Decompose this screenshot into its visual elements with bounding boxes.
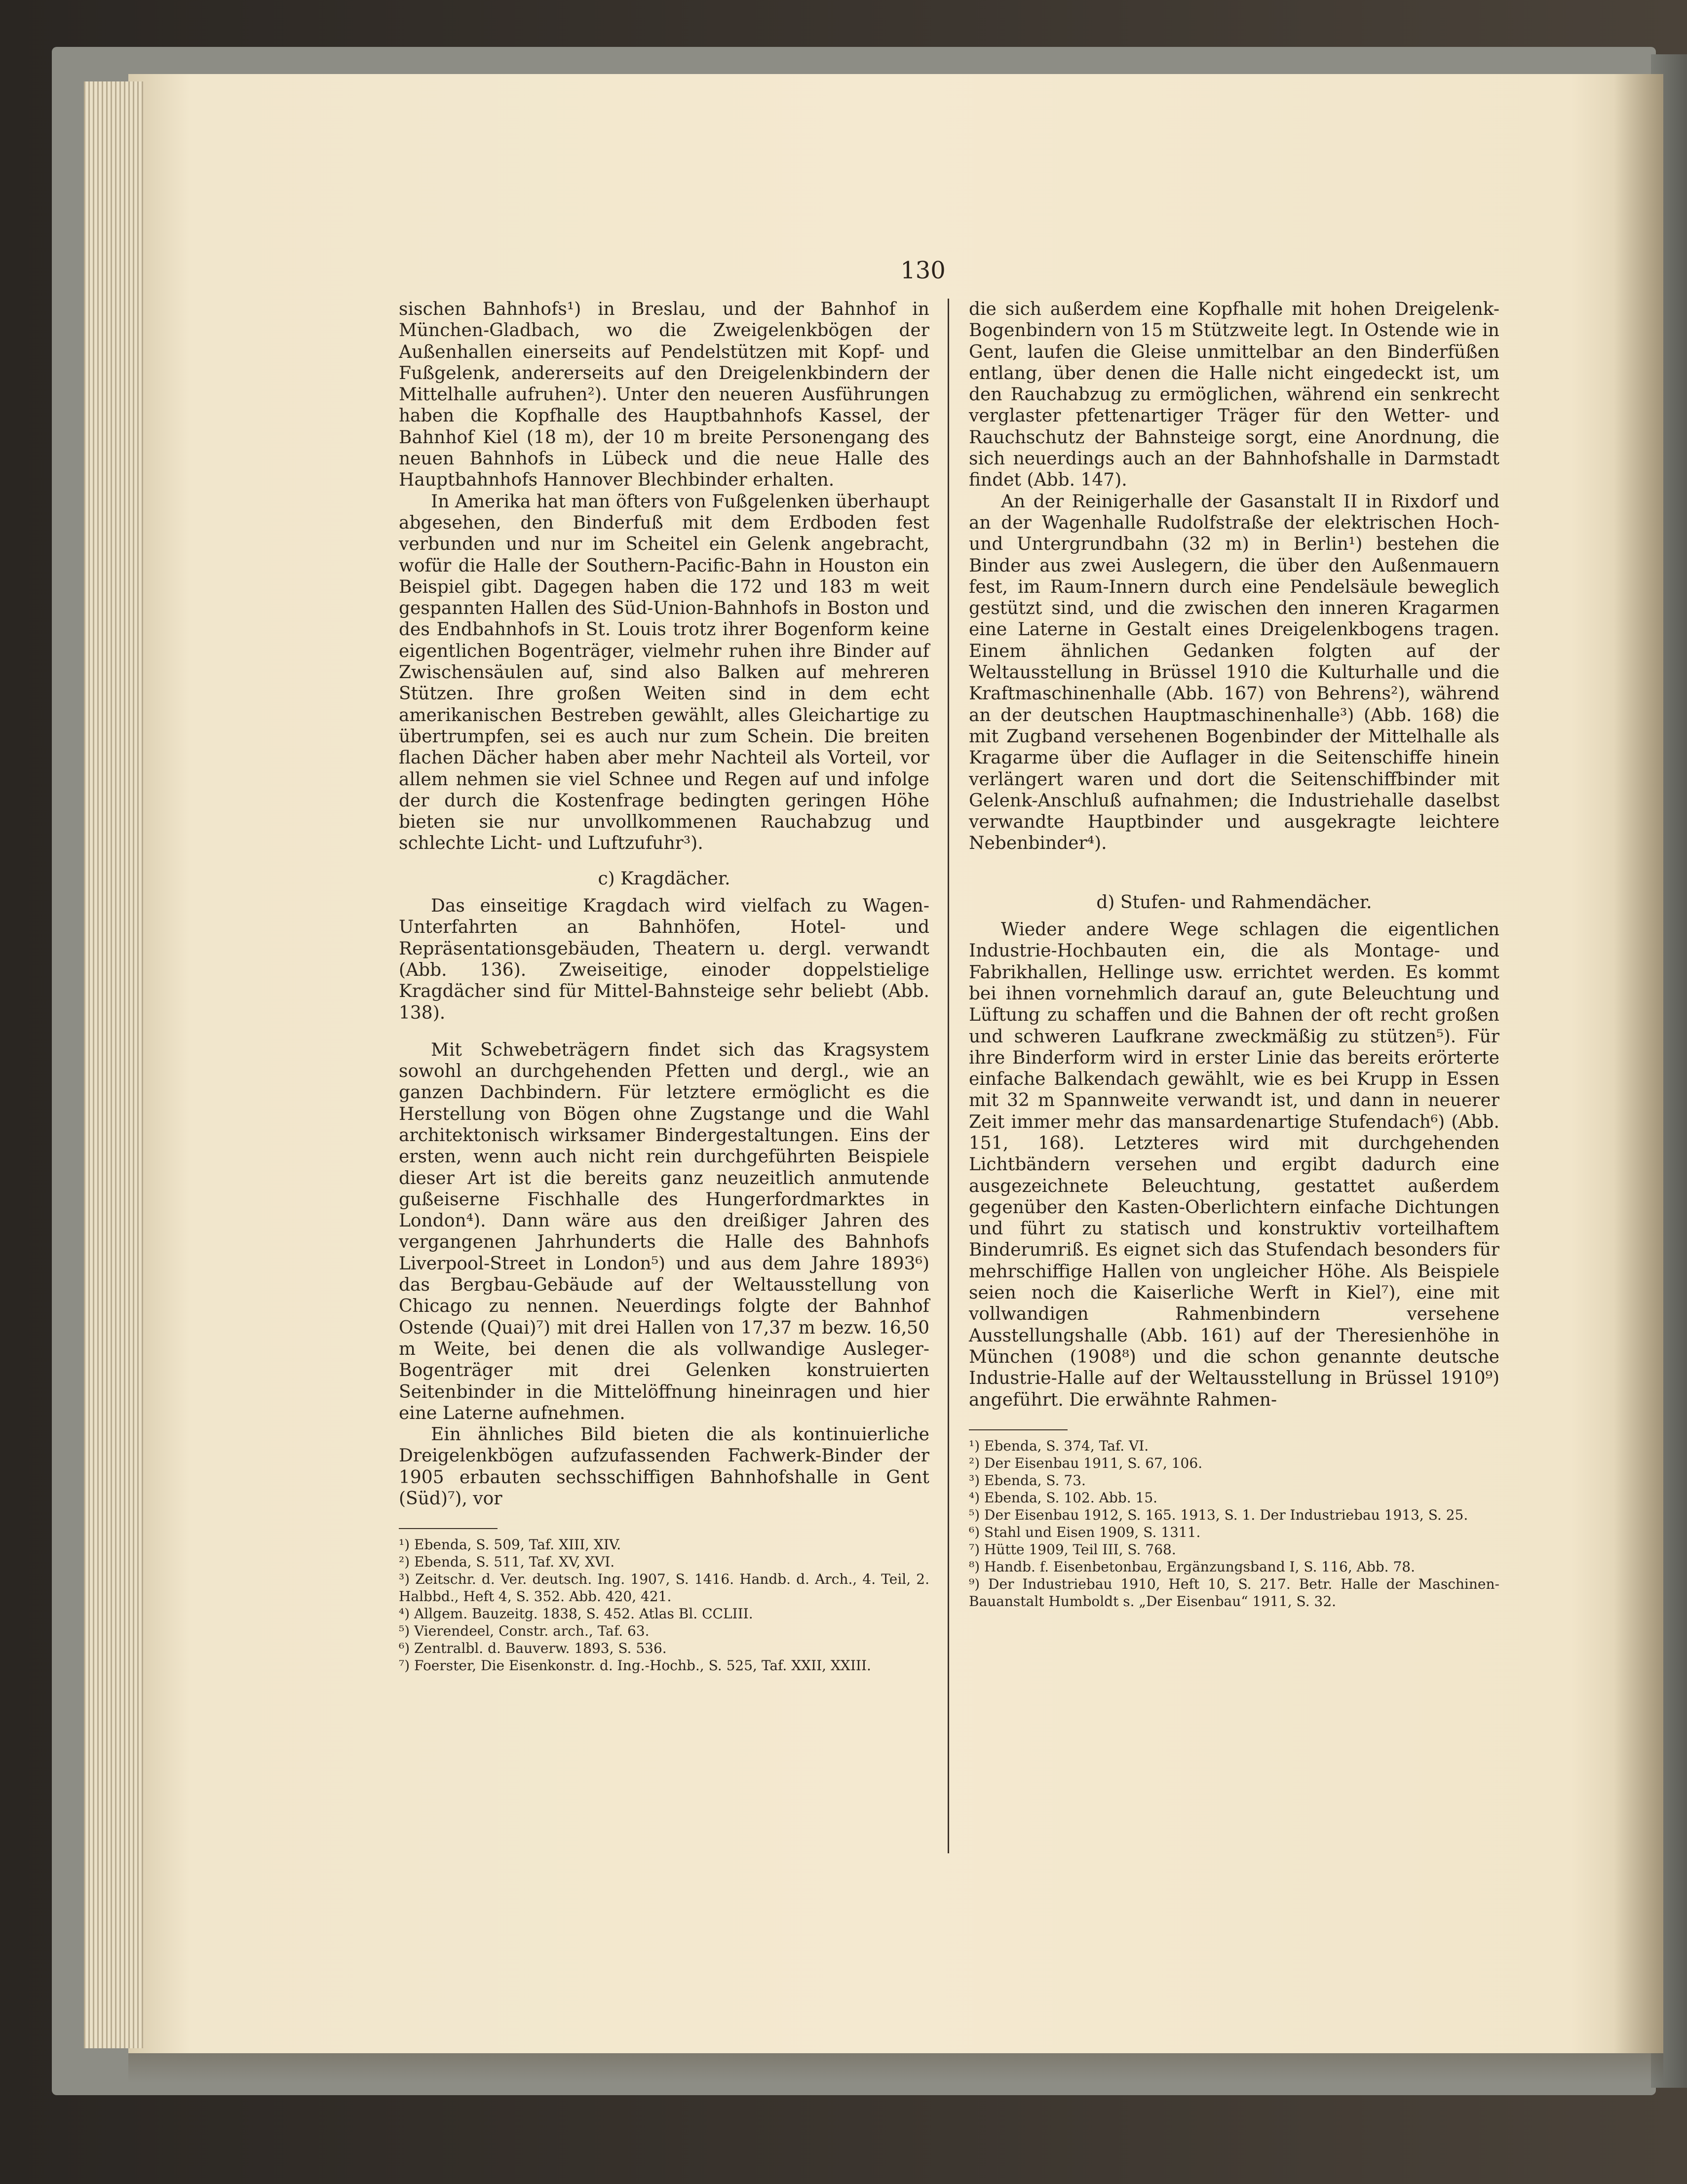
footnote: ⁵) Der Eisenbau 1912, S. 165. 1913, S. 1. Der Industriebau 1913, S. 25.	[969, 1506, 1468, 1523]
gutter-shadow	[1614, 74, 1663, 2053]
footnote-rule	[969, 1429, 1068, 1430]
footnote: ⁷) Foerster, Die Eisenkonstr. d. Ing.-Hochb., S. 525, Taf. XXII, XXIII.	[399, 1657, 871, 1674]
paragraph: Das einseitige Kragdach wird vielfach zu Wagen-Unterfahrten an Bahnhöfen, Hotel- und Repräsentationsgebäuden, Theatern u. dergl. verwandt (Abb. 136). Zweiseitige, einoder doppelstielige Kragdächer sind für Mittel-Bahnsteige sehr beliebt (Abb. 138).	[399, 896, 929, 1023]
paragraph: An der Reinigerhalle der Gasanstalt II in Rixdorf und an der Wagenhalle Rudolfstraße der elektrischen Hoch- und Untergrundbahn (32 m) in Berlin¹) bestehen die Binder aus zwei Auslegern, die über den Außenmauern fest, im Raum-Innern durch eine Pendelsäule beweglich gestützt sind, und die zwischen den inneren Kragarmen eine Laterne in Gestalt eines Dreigelenkbogens tragen. Einem ähnlichen Gedanken folgten auf der Weltausstellung in Brüssel 1910 die Kulturhalle und die Kraftmaschinenhalle (Abb. 167) von Behrens²), während an der deutschen Hauptmaschinenhalle³) (Abb. 168) die mit Zugband versehenen Bogenbinder der Mittelhalle als Kragarme über die Auflager in die Seitenschiffe hinein verlängert waren und dort die Seitenschiffbinder mit Gelenk-Anschluß aufnahmen; die Industriehalle daselbst verwandte Hauptbinder und ausgekragte leichtere Nebenbinder⁴).	[969, 491, 1499, 854]
footnote: ¹) Ebenda, S. 509, Taf. XIII, XIV.	[399, 1536, 621, 1553]
page-bottom-shadow	[128, 2053, 1663, 2083]
footnote: ²) Ebenda, S. 511, Taf. XV, XVI.	[399, 1554, 615, 1571]
paragraph: die sich außerdem eine Kopfhalle mit hohen Dreigelenk-Bogenbindern von 15 m Stützweite legt. In Ostende wie in Gent, laufen die Gleise unmittelbar an den Binderfüßen entlang, über denen die Halle nicht eingedeckt ist, um den Rauchabzug zu ermöglichen, während ein senkrecht verglaster pfettenartiger Träger für den Wetter- und Rauchschutz der Bahnsteige sorgt, eine Anordnung, die sich neuerdings auch an der Bahnhofshalle in Darmstadt findet (Abb. 147).	[969, 299, 1499, 491]
footnote: ⁸) Handb. f. Eisenbetonbau, Ergänzungsband I, S. 116, Abb. 78.	[969, 1558, 1416, 1575]
left-column	[399, 299, 929, 1674]
footnote: ⁴) Allgem. Bauzeitg. 1838, S. 452. Atlas Bl. CCLIII.	[399, 1606, 753, 1622]
page-edges	[84, 81, 143, 2048]
paragraph: Ein ähnliches Bild bieten die als kontinuierliche Dreigelenkbögen aufzufassenden Fachwerk-Binder der 1905 erbauten sechsschiffigen Bahnhofshalle in Gent (Süd)⁷), vor	[399, 1424, 929, 1509]
footnote: ⁴) Ebenda, S. 102. Abb. 15.	[969, 1489, 1158, 1506]
spacer	[399, 1024, 929, 1039]
footnote: ³) Ebenda, S. 73.	[969, 1472, 1086, 1489]
spacer	[969, 854, 1499, 878]
right-column	[969, 299, 1499, 1610]
paragraph: Wieder andere Wege schlagen die eigentlichen Industrie-Hochbauten ein, die als Montage- und Fabrikhallen, Hellinge usw. errichtet werden. Es kommt bei ihnen vornehmlich darauf an, gute Beleuchtung und Lüftung zu schaffen und die Bahnen der oft recht großen und schweren Laufkrane zweckmäßig zu stützen⁵). Für ihre Binderform wird in erster Linie das bereits erörterte einfache Balkendach gewählt, wie es bei Krupp in Essen mit 32 m Spannweite verwandt ist, und dann in neuerer Zeit immer mehr das mansardenartige Stufendach⁶) (Abb. 151, 168). Letzteres wird mit durchgehenden Lichtbändern versehen und ergibt dadurch eine ausgezeichnete Beleuchtung, gestattet außerdem gegenüber den Kasten-Oberlichtern einfache Dichtungen und führt zu statisch und konstruktiv vorteilhaftem Binderumriß. Es eignet sich das Stufendach besonders für mehrschiffige Hallen von ungleicher Höhe. Als Beispiele seien noch die Kaiserliche Werft in Kiel⁷), eine mit vollwandigen Rahmenbindern versehene Ausstellungshalle (Abb. 161) auf der Theresienhöhe in München (1908⁸) und die schon genannte deutsche Industrie-Halle auf der Weltausstellung in Brüssel 1910⁹) angeführt. Die erwähnte Rahmen-	[969, 920, 1499, 1410]
footnote: ³) Zeitschr. d. Ver. deutsch. Ing. 1907, S. 1416. Handb. d. Arch., 4. Teil, 2. Halbbd., Heft 4, S. 352. Abb. 420, 421.	[399, 1571, 929, 1605]
paragraph: sischen Bahnhofs¹) in Breslau, und der Bahnhof in München-Gladbach, wo die Zweigelenkbögen der Außenhallen einerseits auf Pendelstützen mit Kopf- und Fußgelenk, andererseits auf den Dreigelenkbindern der Mittelhalle aufruhen²). Unter den neueren Ausführungen haben die Kopfhalle des Hauptbahnhofs Kassel, der Bahnhof Kiel (18 m), der 10 m breite Personengang des neuen Bahnhofs in Lübeck und die neue Halle des Hauptbahnhofs Hannover Blechbinder erhalten.	[399, 299, 929, 491]
footnote: ⁶) Stahl und Eisen 1909, S. 1311.	[969, 1524, 1201, 1540]
section-heading-d: d) Stufen- und Rahmendächer.	[1096, 892, 1372, 913]
section-heading-c: c) Kragdächer.	[598, 868, 730, 889]
footnote: ⁷) Hütte 1909, Teil III, S. 768.	[969, 1541, 1176, 1558]
footnote: ²) Der Eisenbau 1911, S. 67, 106.	[969, 1455, 1203, 1471]
footnote-rule	[399, 1528, 498, 1529]
paragraph: In Amerika hat man öfters von Fußgelenken überhaupt abgesehen, den Binderfuß mit dem Erdboden fest verbunden und nur im Scheitel ein Gelenk angebracht, wofür die Halle der Southern-Pacific-Bahn in Houston ein Beispiel gibt. Dagegen haben die 172 und 183 m weit gespannten Hallen des Süd-Union-Bahnhofs in Boston und des Endbahnhofs in St. Louis trotz ihrer Bogenform keine eigentlichen Bogenträger, vielmehr ruhen ihre Binder auf Zwischensäulen auf, sind also Balken auf mehreren Stützen. Ihre großen Weiten sind in dem echt amerikanischen Bestreben gewählt, alles Gleichartige zu übertrumpfen, sei es auch nur zum Schein. Die breiten flachen Dächer haben aber mehr Nachteil als Vorteil, vor allem nehmen sie viel Schnee und Regen auf und infolge der durch die Kostenfrage bedingten geringen Höhe bieten sie nur unvollkommenen Rauchabzug und schlechte Licht- und Luftzufuhr³).	[399, 491, 929, 854]
column-divider	[948, 299, 949, 1853]
paragraph: Mit Schwebeträgern findet sich das Kragsystem sowohl an durchgehenden Pfetten und dergl., wie an ganzen Dachbindern. Für letztere ermöglicht es die Herstellung von Bögen ohne Zugstange und die Wahl architektonisch wirksamer Bindergestaltungen. Eins der ersten, wenn auch nicht rein durchgeführten Beispiele dieser Art ist die bereits ganz neuzeitlich anmutende gußeiserne Fischhalle des Hungerfordmarktes in London⁴). Dann wäre aus den dreißiger Jahren des vergangenen Jahrhunderts die Halle des Bahnhofs Liverpool-Street in London⁵) und aus dem Jahre 1893⁶) das Bergbau-Gebäude auf der Weltausstellung von Chicago zu nennen. Neuerdings folgte der Bahnhof Ostende (Quai)⁷) mit drei Hallen von 17,37 m bezw. 16,50 m Weite, bei denen die als vollwandige Ausleger-Bogenträger mit drei Gelenken konstruierten Seitenbinder in die Mittelöffnung hineinragen und hier eine Laterne aufnehmen.	[399, 1039, 929, 1423]
page-number: 130	[900, 257, 946, 284]
footnote: ¹) Ebenda, S. 374, Taf. VI.	[969, 1437, 1149, 1454]
footnote: ⁹) Der Industriebau 1910, Heft 10, S. 217. Betr. Halle der Maschinen-Bauanstalt Humboldt s. „Der Eisenbau“ 1911, S. 32.	[969, 1575, 1499, 1609]
footnote: ⁶) Zentralbl. d. Bauverw. 1893, S. 536.	[399, 1640, 667, 1657]
footnote: ⁵) Vierendeel, Constr. arch., Taf. 63.	[399, 1623, 650, 1640]
